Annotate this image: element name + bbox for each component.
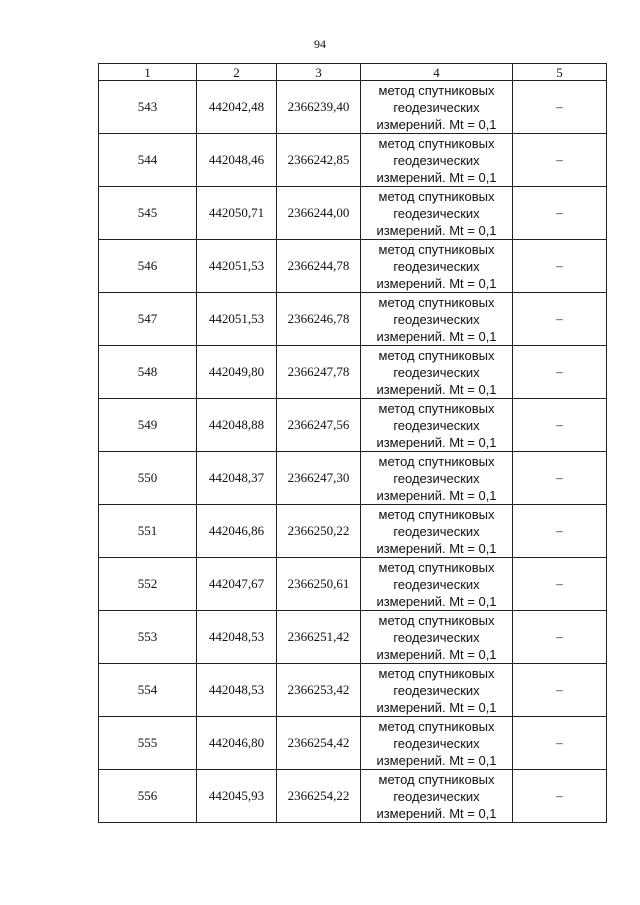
point-number-cell: 550 [99, 452, 197, 505]
method-line: измерений. Mt = 0,1 [376, 116, 497, 132]
table-row [99, 717, 607, 770]
method-line: измерений. Mt = 0,1 [376, 699, 497, 715]
method-line: метод спутниковых [378, 347, 495, 363]
table-row [99, 558, 607, 611]
method-cell [361, 240, 513, 293]
y-coordinate-cell: 2366242,85 [277, 134, 361, 187]
x-coordinate-cell: 442051,53 [197, 293, 277, 346]
method-line: геодезических [393, 417, 480, 433]
method-cell [361, 505, 513, 558]
point-number-cell: 545 [99, 187, 197, 240]
point-number-cell: 555 [99, 717, 197, 770]
y-coordinate-cell: 2366239,40 [277, 81, 361, 134]
method-cell [361, 664, 513, 717]
method-line: измерений. Mt = 0,1 [376, 487, 497, 503]
col-header-4: 4 [361, 64, 513, 81]
method-line: геодезических [393, 99, 480, 115]
x-coordinate-cell: 442045,93 [197, 770, 277, 823]
table-row [99, 399, 607, 452]
x-coordinate-cell: 442048,88 [197, 399, 277, 452]
method-cell [361, 611, 513, 664]
method-line: метод спутниковых [378, 241, 495, 257]
method-line: геодезических [393, 576, 480, 592]
note-cell: – [513, 664, 607, 717]
col-header-5: 5 [513, 64, 607, 81]
method-line: метод спутниковых [378, 294, 495, 310]
method-line: метод спутниковых [378, 188, 495, 204]
y-coordinate-cell: 2366246,78 [277, 293, 361, 346]
table-row [99, 452, 607, 505]
y-coordinate-cell: 2366244,00 [277, 187, 361, 240]
y-coordinate-cell: 2366250,61 [277, 558, 361, 611]
method-cell [361, 187, 513, 240]
point-number-cell: 553 [99, 611, 197, 664]
method-line: измерений. Mt = 0,1 [376, 275, 497, 291]
point-number-cell: 548 [99, 346, 197, 399]
y-coordinate-cell: 2366254,42 [277, 717, 361, 770]
method-cell [361, 770, 513, 823]
method-cell [361, 558, 513, 611]
note-cell: – [513, 505, 607, 558]
method-line: измерений. Mt = 0,1 [376, 593, 497, 609]
table-row [99, 664, 607, 717]
method-line: измерений. Mt = 0,1 [376, 805, 497, 821]
method-line: измерений. Mt = 0,1 [376, 169, 497, 185]
point-number-cell: 551 [99, 505, 197, 558]
point-number-cell: 556 [99, 770, 197, 823]
method-line: геодезических [393, 258, 480, 274]
method-cell [361, 293, 513, 346]
method-line: метод спутниковых [378, 612, 495, 628]
point-number-cell: 554 [99, 664, 197, 717]
y-coordinate-cell: 2366247,56 [277, 399, 361, 452]
x-coordinate-cell: 442048,53 [197, 664, 277, 717]
y-coordinate-cell: 2366250,22 [277, 505, 361, 558]
col-header-3: 3 [277, 64, 361, 81]
method-line: измерений. Mt = 0,1 [376, 328, 497, 344]
y-coordinate-cell: 2366247,78 [277, 346, 361, 399]
method-line: метод спутниковых [378, 506, 495, 522]
method-line: метод спутниковых [378, 82, 495, 98]
table-row [99, 346, 607, 399]
method-line: геодезических [393, 152, 480, 168]
note-cell: – [513, 81, 607, 134]
y-coordinate-cell: 2366244,78 [277, 240, 361, 293]
method-line: геодезических [393, 311, 480, 327]
x-coordinate-cell: 442049,80 [197, 346, 277, 399]
method-line: метод спутниковых [378, 665, 495, 681]
method-line: геодезических [393, 735, 480, 751]
method-cell [361, 81, 513, 134]
point-number-cell: 547 [99, 293, 197, 346]
note-cell: – [513, 346, 607, 399]
table-row [99, 611, 607, 664]
method-line: геодезических [393, 629, 480, 645]
table-row [99, 293, 607, 346]
note-cell: – [513, 399, 607, 452]
table-row [99, 187, 607, 240]
x-coordinate-cell: 442048,53 [197, 611, 277, 664]
method-line: измерений. Mt = 0,1 [376, 434, 497, 450]
x-coordinate-cell: 442048,46 [197, 134, 277, 187]
x-coordinate-cell: 442046,80 [197, 717, 277, 770]
y-coordinate-cell: 2366254,22 [277, 770, 361, 823]
method-line: геодезических [393, 364, 480, 380]
y-coordinate-cell: 2366253,42 [277, 664, 361, 717]
note-cell: – [513, 717, 607, 770]
method-line: геодезических [393, 523, 480, 539]
method-line: измерений. Mt = 0,1 [376, 381, 497, 397]
method-cell [361, 346, 513, 399]
note-cell: – [513, 134, 607, 187]
method-line: метод спутниковых [378, 718, 495, 734]
page-number: 94 [314, 37, 326, 51]
point-number-cell: 543 [99, 81, 197, 134]
method-line: измерений. Mt = 0,1 [376, 540, 497, 556]
x-coordinate-cell: 442048,37 [197, 452, 277, 505]
method-line: измерений. Mt = 0,1 [376, 646, 497, 662]
x-coordinate-cell: 442047,67 [197, 558, 277, 611]
point-number-cell: 549 [99, 399, 197, 452]
point-number-cell: 546 [99, 240, 197, 293]
y-coordinate-cell: 2366251,42 [277, 611, 361, 664]
method-cell [361, 399, 513, 452]
col-header-1: 1 [99, 64, 197, 81]
table-row [99, 81, 607, 134]
method-cell [361, 452, 513, 505]
method-cell [361, 717, 513, 770]
method-line: метод спутниковых [378, 400, 495, 416]
method-line: метод спутниковых [378, 559, 495, 575]
point-number-cell: 544 [99, 134, 197, 187]
method-line: измерений. Mt = 0,1 [376, 222, 497, 238]
note-cell: – [513, 558, 607, 611]
table-row [99, 240, 607, 293]
x-coordinate-cell: 442042,48 [197, 81, 277, 134]
method-cell [361, 134, 513, 187]
coordinates-table [98, 63, 607, 823]
header-row [99, 64, 607, 81]
x-coordinate-cell: 442051,53 [197, 240, 277, 293]
method-line: геодезических [393, 682, 480, 698]
point-number-cell: 552 [99, 558, 197, 611]
method-line: геодезических [393, 470, 480, 486]
y-coordinate-cell: 2366247,30 [277, 452, 361, 505]
table-row [99, 134, 607, 187]
method-line: измерений. Mt = 0,1 [376, 752, 497, 768]
note-cell: – [513, 293, 607, 346]
note-cell: – [513, 611, 607, 664]
table-row [99, 505, 607, 558]
note-cell: – [513, 240, 607, 293]
note-cell: – [513, 452, 607, 505]
method-line: метод спутниковых [378, 453, 495, 469]
col-header-2: 2 [197, 64, 277, 81]
note-cell: – [513, 770, 607, 823]
method-line: метод спутниковых [378, 771, 495, 787]
table-row [99, 770, 607, 823]
x-coordinate-cell: 442050,71 [197, 187, 277, 240]
table-body [99, 81, 607, 823]
note-cell: – [513, 187, 607, 240]
method-line: геодезических [393, 205, 480, 221]
x-coordinate-cell: 442046,86 [197, 505, 277, 558]
method-line: метод спутниковых [378, 135, 495, 151]
method-line: геодезических [393, 788, 480, 804]
